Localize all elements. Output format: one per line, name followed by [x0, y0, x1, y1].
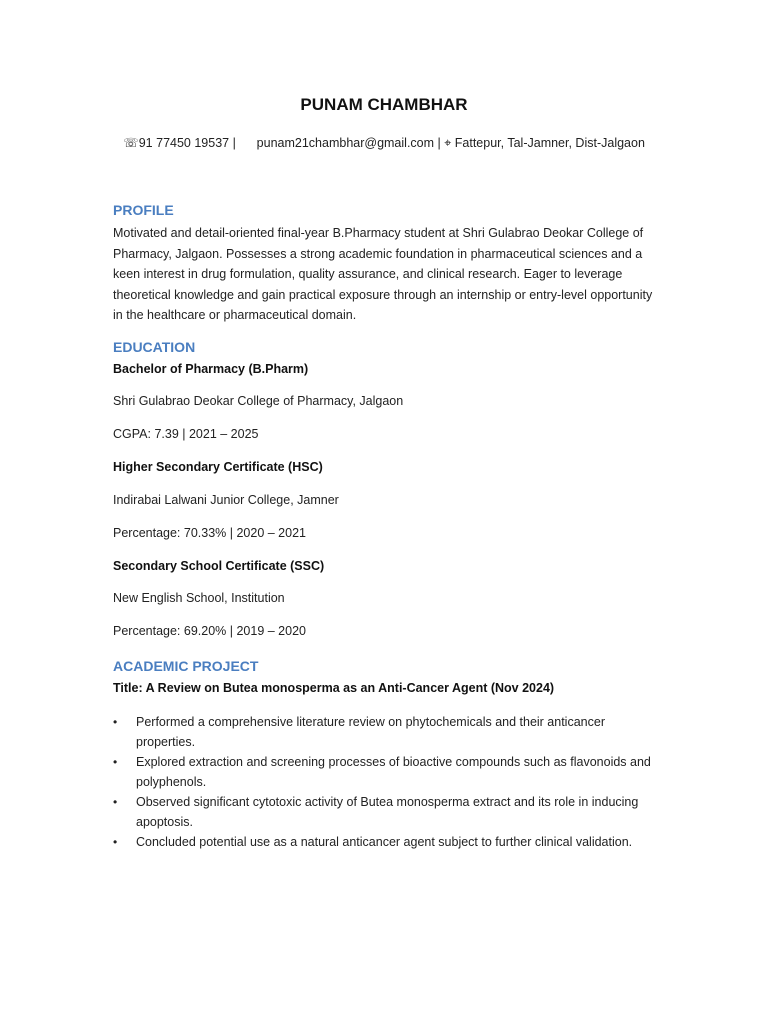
bullet-text: Explored extraction and screening processes of bioactive compounds such as flavonoids and polyphenols.: [136, 755, 651, 789]
education-degree: Bachelor of Pharmacy (B.Pharm): [113, 362, 309, 376]
list-item: [113, 712, 658, 752]
education-institution: Indirabai Lalwani Junior College, Jamner: [113, 493, 339, 507]
profile-text: Motivated and detail-oriented final-year B.Pharmacy student at Shri Gulabrao Deokar College of Pharmacy, Jalgaon. Possesses a strong academic foundation in pharmaceutical sciences and a keen interest in drug formulation, quality assurance, and clinical research. Eager to leverage theoretical knowledge and gain practical exposure through an internship or entry-level opportunity in the healthcare or pharmaceutical domain.: [113, 226, 653, 322]
bullet-text: Performed a comprehensive literature review on phytochemicals and their anticancer properties.: [136, 715, 605, 749]
project-bullet-list: [113, 712, 658, 852]
education-institution: Shri Gulabrao Deokar College of Pharmacy, Jalgaon: [113, 394, 404, 408]
profile-heading: PROFILE: [113, 202, 174, 218]
email-address[interactable]: punam21chambhar@gmail.com |: [256, 136, 441, 150]
bullet-icon: •: [113, 715, 118, 729]
education-score: Percentage: 69.20% | 2019 – 2020: [113, 624, 306, 638]
location-text: Fattepur, Tal-Jamner, Dist-Jalgaon: [454, 136, 645, 150]
education-score: CGPA: 7.39 | 2021 – 2025: [113, 427, 259, 441]
candidate-name: PUNAM CHAMBHAR: [300, 95, 468, 114]
education-degree: Higher Secondary Certificate (HSC): [113, 460, 323, 474]
list-item: [113, 832, 658, 852]
location-pin-icon: ⌖: [444, 136, 452, 150]
contact-line: [0, 135, 768, 151]
education-degree: Secondary School Certificate (SSC): [113, 559, 325, 573]
list-item: [113, 752, 658, 792]
bullet-text: Observed significant cytotoxic activity of Butea monosperma extract and its role in inducing apoptosis.: [136, 795, 639, 829]
bullet-icon: •: [113, 795, 118, 809]
project-title: Title: A Review on Butea monosperma as an Anti-Cancer Agent (Nov 2024): [113, 681, 555, 695]
project-heading: ACADEMIC PROJECT: [113, 658, 259, 674]
bullet-icon: •: [113, 835, 118, 849]
list-item: [113, 792, 658, 832]
phone-icon: ☏: [123, 136, 139, 150]
phone-number: 91 77450 19537 |: [138, 136, 236, 150]
education-score: Percentage: 70.33% | 2020 – 2021: [113, 526, 306, 540]
bullet-text: Concluded potential use as a natural anticancer agent subject to further clinical validation.: [136, 835, 633, 849]
bullet-icon: •: [113, 755, 118, 769]
education-heading: EDUCATION: [113, 339, 196, 355]
education-institution: New English School, Institution: [113, 591, 285, 605]
